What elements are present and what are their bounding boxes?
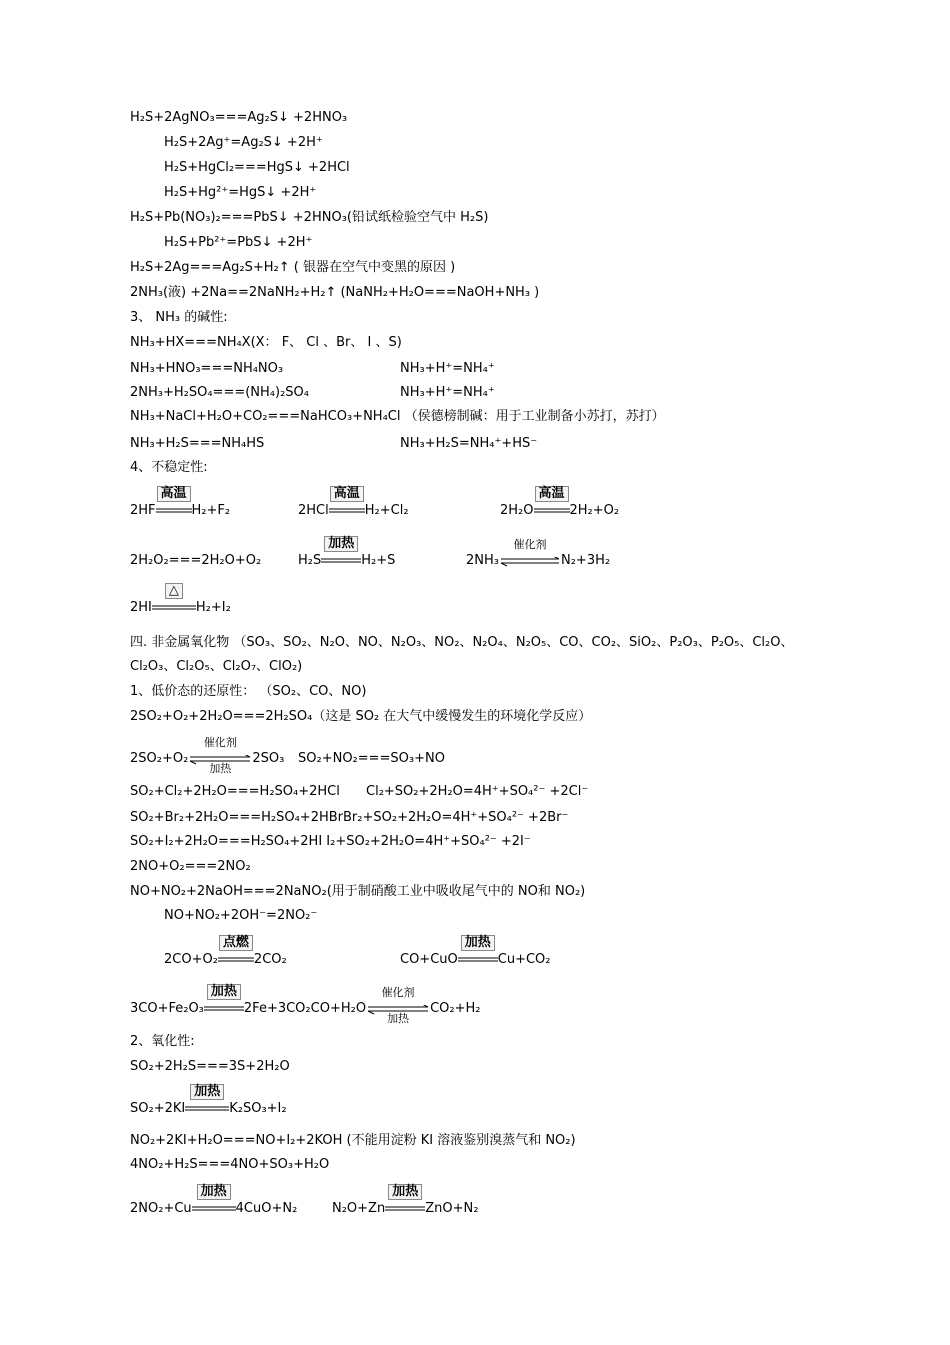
section-heading: 4、不稳定性: [130,460,208,475]
reversible-arrow [366,986,430,1025]
equation-line: 2NO+O₂===2NO₂ [130,859,251,874]
reaction-so2-o2 [130,736,285,775]
condition-label: 高温 [534,486,568,502]
equation-line: 2H₂O₂===2H₂O+O₂ [130,553,262,568]
reactant: CO+H₂O [310,1001,367,1016]
product: 2CO₂ [253,952,287,967]
condition-label: 加热 [461,935,495,951]
equation-line: H₂S+Pb(NO₃)₂===PbS↓ +2HNO₃(铅试纸检验空气中 H₂S) [130,210,489,225]
equation-line: H₂S+2Ag⁺=Ag₂S↓ +2H⁺ [164,135,323,150]
reactant: 2HI [130,600,152,615]
condition-arrow [218,935,254,963]
condition-label: △ [165,583,183,599]
equation-line: NH₃+HNO₃===NH₄NO₃ [130,361,284,376]
reaction-co-o2 [164,935,287,968]
condition-label: 加热 [190,1084,224,1100]
product: H₂+S [361,553,396,568]
product: H₂+Cl₂ [364,503,409,518]
condition-label: 加热 [207,984,241,1000]
equation-line: 2NH₃+H₂SO₄===(NH₄)₂SO₄ [130,385,309,400]
reaction-co-cuo [400,935,551,968]
section-heading: 1、低价态的还原性： （SO₂、CO、NO) [130,684,367,699]
reversible-arrow [499,538,561,564]
condition-arrow [185,1084,229,1112]
product: 2Fe+3CO₂ [243,1001,311,1016]
reaction-nh3 [466,538,611,569]
product: Cu+CO₂ [497,952,551,967]
equation-line: NH₃+H⁺=NH₄⁺ [400,361,495,376]
equation-line: NH₃+H₂S=NH₄⁺+HS⁻ [400,436,538,451]
reactant: CO+CuO [400,952,458,967]
condition-arrow [156,486,192,514]
condition-label: 点燃 [219,935,253,951]
section-heading: 四. 非金属氧化物 （SO₃、SO₂、N₂O、NO、N₂O₃、NO₂、N₂O₄、N₂O₅、CO、CO₂、SiO₂、P₂O₃、P₂O₅、Cl₂O、 [130,635,794,650]
equation-line: H₂S+2Ag===Ag₂S+H₂↑ ( 银器在空气中变黑的原因 ) [130,260,456,275]
reactant: 2H₂O [500,503,534,518]
product: CO₂+H₂ [430,1001,481,1016]
section-heading: 2、氧化性: [130,1034,195,1049]
reaction-hcl [298,486,409,519]
equation-line: NH₃+NaCl+H₂O+CO₂===NaHCO₃+NH₄Cl （侯德榜制碱：用于工业制备小苏打，苏打） [130,409,665,424]
reactant: SO₂+2KI [130,1101,186,1116]
equation-line: NO₂+2KI+H₂O===NO+I₂+2KOH (不能用淀粉 KI 溶液鉴别溴蒸气和 NO₂) [130,1133,576,1148]
reaction-n2o-zn [332,1184,479,1217]
condition-label: 高温 [330,486,364,502]
equation-line: H₂S+2AgNO₃===Ag₂S↓ +2HNO₃ [130,110,348,125]
product: K₂SO₃+I₂ [229,1101,287,1116]
equation-line: SO₂+NO₂===SO₃+NO [298,751,445,766]
condition-label: 加热 [324,536,358,552]
condition-label-below: 加热 [209,762,232,775]
product: 4CuO+N₂ [235,1201,298,1216]
equation-line: H₂S+HgCl₂===HgS↓ +2HCl [164,160,350,175]
equation-line: SO₂+Cl₂+2H₂O===H₂SO₄+2HCl [130,784,340,799]
product: H₂+I₂ [195,600,231,615]
reactant: N₂O+Zn [332,1201,386,1216]
reaction-co-fe2o3 [130,984,481,1025]
reactant: 2NO₂+Cu [130,1201,192,1216]
reaction-h2s [298,536,396,569]
reaction-no2-cu [130,1184,298,1217]
equation-line: SO₂+I₂+2H₂O===H₂SO₄+2HI I₂+SO₂+2H₂O=4H⁺+SO₄²⁻ +2I⁻ [130,834,531,849]
equation-line: NO+NO₂+2NaOH===2NaNO₂(用于制硝酸工业中吸收尾气中的 NO和 NO₂) [130,884,586,899]
reactant: 3CO+Fe₂O₃ [130,1001,204,1016]
equation-line: 4NO₂+H₂S===4NO+SO₃+H₂O [130,1157,330,1172]
equation-line: SO₂+2H₂S===3S+2H₂O [130,1059,290,1074]
condition-arrow [385,1184,425,1212]
condition-label: 加热 [388,1184,422,1200]
reactant: 2CO+O₂ [164,952,218,967]
condition-label: 高温 [157,486,191,502]
section-heading: 3、 NH₃ 的碱性: [130,310,228,325]
equation-line: H₂S+Pb²⁺=PbS↓ +2H⁺ [164,235,313,250]
reaction-hf [130,486,231,519]
reaction-h2o [500,486,620,519]
equation-line: NH₃+HX===NH₄X(X： F、 Cl 、Br、 I 、S) [130,335,402,350]
equation-line: Cl₂O₃、Cl₂O₅、Cl₂O₇、ClO₂) [130,659,303,674]
reactant: 2SO₂+O₂ [130,751,189,766]
condition-arrow [321,536,361,564]
equation-line: 2NH₃(液) +2Na==2NaNH₂+H₂↑ (NaNH₂+H₂O===NaOH+NH₃ ) [130,285,540,300]
product: N₂+3H₂ [560,553,611,568]
condition-arrow [329,486,365,514]
condition-arrow [152,583,196,611]
reactant: H₂S [298,553,322,568]
equation-line: 2SO₂+O₂+2H₂O===2H₂SO₄（这是 SO₂ 在大气中缓慢发生的环境化学反应） [130,709,592,724]
equation-line: H₂S+Hg²⁺=HgS↓ +2H⁺ [164,185,317,200]
condition-label: 加热 [197,1184,231,1200]
condition-label: 催化剂 [381,986,415,999]
equation-line: NO+NO₂+2OH⁻=2NO₂⁻ [164,908,318,923]
condition-arrow [192,1184,236,1212]
equation-line: Cl₂+SO₂+2H₂O=4H⁺+SO₄²⁻ +2Cl⁻ [366,784,589,799]
product: H₂+F₂ [191,503,231,518]
equation-line: NH₃+H⁺=NH₄⁺ [400,385,495,400]
condition-arrow [204,984,244,1012]
reactant: 2HCl [298,503,329,518]
condition-arrow [458,935,498,963]
condition-label: 催化剂 [513,538,547,551]
reactant: 2NH₃ [466,553,499,568]
reactant: 2HF [130,503,156,518]
condition-label-below: 加热 [387,1012,410,1025]
equation-line: NH₃+H₂S===NH₄HS [130,436,265,451]
product: 2SO₃ [252,751,285,766]
condition-label: 催化剂 [203,736,237,749]
reversible-arrow [188,736,252,775]
reaction-so2-ki [130,1084,287,1117]
condition-arrow [534,486,570,514]
equation-line: SO₂+Br₂+2H₂O===H₂SO₄+2HBrBr₂+SO₂+2H₂O=4H⁺+SO₄²⁻ +2Br⁻ [130,810,569,825]
product: 2H₂+O₂ [569,503,620,518]
reaction-hi [130,583,231,616]
product: ZnO+N₂ [425,1201,479,1216]
